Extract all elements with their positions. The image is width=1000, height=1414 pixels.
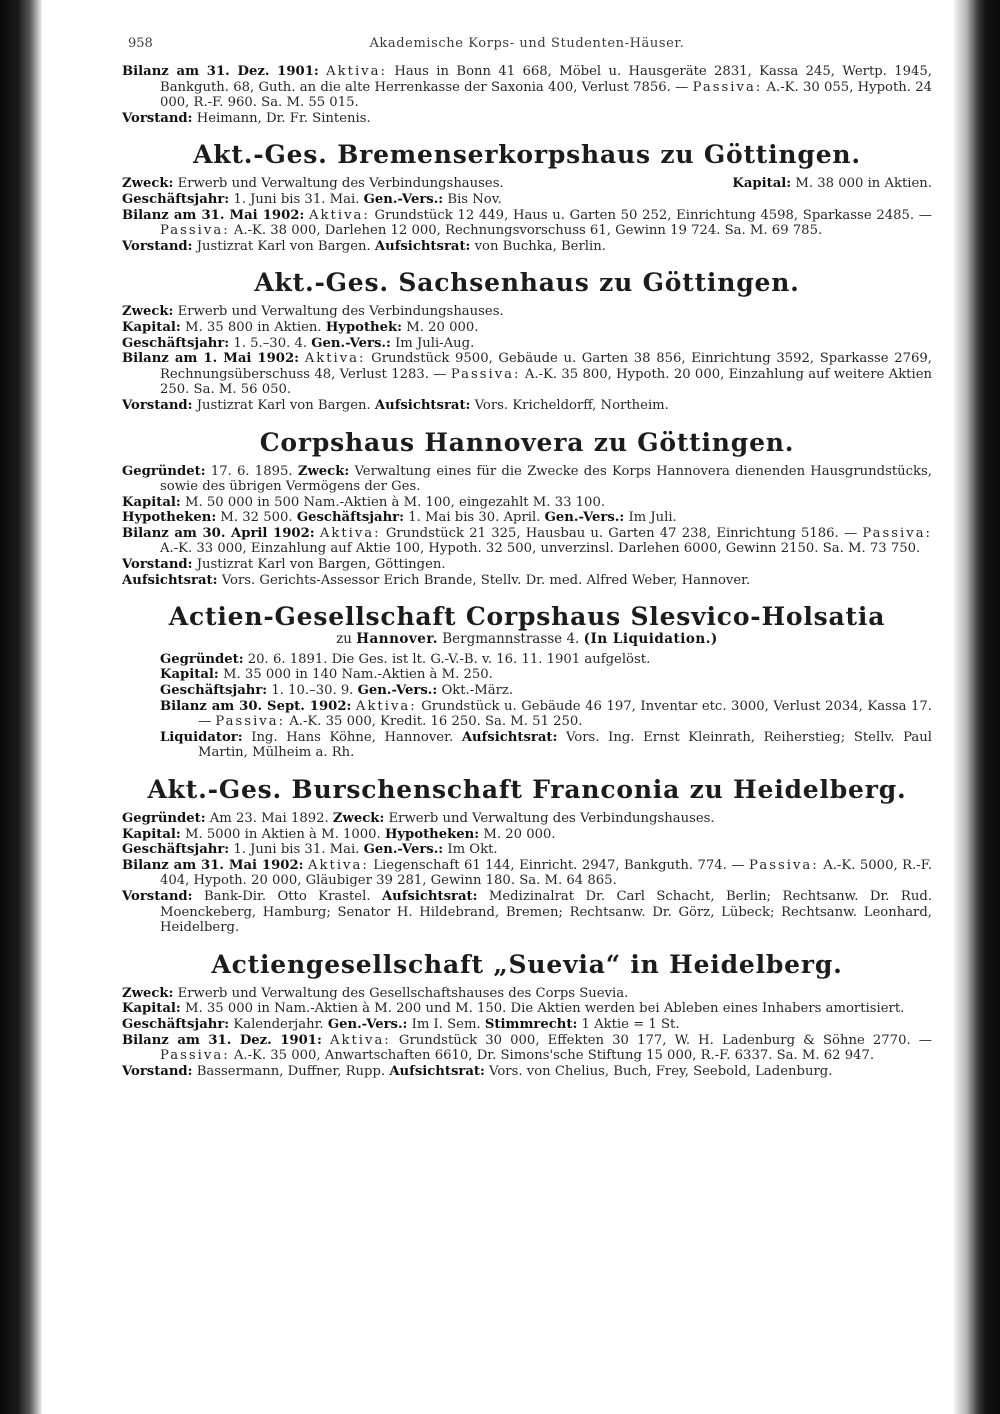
kapital-line: Kapital: M. 5000 in Aktien à M. 1000. Hypotheken: M. 20 000. [122, 826, 556, 842]
bilanz-line: Bilanz am 31. Dez. 1901: Aktiva: Grundstück 30 000, Effekten 30 177, W. H. Ladenburg & Söhne 2770. — Passiva: A.-K. 35 000, Anwartschaften 6610, Dr. Simons'sche Stiftung 15 000, R.-F. 6337. Sa. M. 62 947. [122, 1032, 932, 1064]
running-title: Akademische Korps- und Studenten-Häuser. [369, 36, 685, 51]
bilanz-line: Bilanz am 30. Sept. 1902: Aktiva: Grundstück u. Gebäude 46 197, Inventar etc. 3000, Verlust 2034, Kassa 17. — Passiva: A.-K. 35 000, Kredit. 16 250. Sa. M. 51 250. [160, 698, 932, 730]
geschaeftsjahr-line: Geschäftsjahr: 1. Juni bis 31. Mai. Gen.-Vers.: Im Okt. [122, 842, 498, 858]
bilanz-line: Bilanz am 30. April 1902: Aktiva: Grundstück 21 325, Hausbau u. Garten 47 238, Einrichtung 5186. — Passiva: A.-K. 33 000, Einzahlung auf Aktie 100, Hypoth. 32 500, unverzinsl. Darlehen 6000, Gewinn 2150. Sa. M. 73 750. [122, 525, 932, 557]
entry-franconia [122, 775, 932, 936]
aufsichtsrat-line: Aufsichtsrat: Vors. Gerichts-Assessor Erich Brande, Stellv. Dr. med. Alfred Weber, Hannover. [122, 572, 751, 588]
vorstand-line: Vorstand: Bank-Dir. Otto Krastel. Aufsichtsrat: Medizinalrat Dr. Carl Schacht, Berlin; Rechtsanw. Dr. Rud. Moenckeberg, Hamburg; Senator H. Hildebrand, Bremen; Rechtsanw. Dr. Görz, Lübeck; Rechtsanw. Leonhard, Heidelberg. [122, 888, 932, 936]
page-number: 958 [128, 36, 153, 51]
vorstand-line: Vorstand: Heimann, Dr. Fr. Sintenis. [122, 110, 371, 126]
kapital-line: Kapital: M. 35 000 in 140 Nam.-Aktien à M. 250. [160, 667, 493, 683]
bilanz-line: Bilanz am 31. Mai 1902: Aktiva: Grundstück 12 449, Haus u. Garten 50 252, Einrichtung 4598, Sparkasse 2485. — Passiva: A.-K. 38 000, Darlehen 12 000, Rechnungsvorschuss 61, Gewinn 19 724. Sa. M. 69 785. [122, 207, 932, 239]
entry-title: Actien-Gesellschaft Corpshaus Slesvico-Holsatia [168, 602, 886, 632]
kapital-line: Kapital: M. 50 000 in 500 Nam.-Aktien à M. 100, eingezahlt M. 33 100. [122, 494, 606, 510]
entry-subtitle: zu Hannover. Bergmannstrasse 4. (In Liquidation.) [336, 631, 718, 648]
entry-continuation [122, 64, 932, 126]
entry-body [122, 652, 932, 761]
entry-sachsenhaus [122, 268, 932, 413]
zweck-line: Zweck: Erwerb und Verwaltung des Verbindungshauses. [122, 304, 504, 320]
vorstand-line: Vorstand: Justizrat Karl von Bargen. Aufsichtsrat: Vors. Kricheldorff, Northeim. [122, 397, 669, 413]
geschaeftsjahr-line: Geschäftsjahr: 1. 10.–30. 9. Gen.-Vers.: Okt.-März. [160, 683, 514, 699]
entry-suevia [122, 950, 932, 1080]
geschaeftsjahr-line: Geschäftsjahr: Kalenderjahr. Gen.-Vers.: Im I. Sem. Stimmrecht: 1 Aktie = 1 St. [122, 1016, 680, 1032]
liquidator-line: Liquidator: Ing. Hans Köhne, Hannover. Aufsichtsrat: Vors. Ing. Ernst Kleinrath, Reiherstieg; Stellv. Paul Martin, Mülheim a. Rh. [160, 729, 932, 761]
zweck-line: Zweck: Erwerb und Verwaltung des Verbindungshauses. Kapital: M. 38 000 in Aktien. [122, 176, 932, 192]
gegruendet-line: Gegründet: Am 23. Mai 1892. Zweck: Erwerb und Verwaltung des Verbindungshauses. [122, 811, 715, 826]
gegruendet-line: Gegründet: 17. 6. 1895. Zweck: Verwaltung eines für die Zwecke des Korps Hannovera dienenden Hausgrundstücks, sowie des übrigen Vermögens der Ges. [122, 463, 932, 495]
entry-title: Akt.-Ges. Sachsenhaus zu Göttingen. [254, 268, 800, 298]
entry-title: Akt.-Ges. Bremenserkorpshaus zu Göttingen. [193, 140, 861, 170]
kapital-line: Kapital: M. 35 800 in Aktien. Hypothek: M. 20 000. [122, 319, 479, 335]
bilanz-line: Bilanz am 31. Dez. 1901: Aktiva: Haus in Bonn 41 668, Möbel u. Hausgeräte 2831, Kassa 245, Wertp. 1945, Bankguth. 68, Guth. an die alte Herrenkasse der Saxonia 400, Verlust 7856. — Passiva: A.-K. 30 055, Hypoth. 24 000, R.-F. 960. Sa. M. 55 015. [122, 64, 932, 111]
gegruendet-line: Gegründet: 20. 6. 1891. Die Ges. ist lt. G.-V.-B. v. 16. 11. 1901 aufgelöst. [160, 651, 651, 667]
entry-title: Corpshaus Hannovera zu Göttingen. [259, 427, 795, 457]
page-header [122, 30, 932, 54]
bilanz-line: Bilanz am 1. Mai 1902: Aktiva: Grundstück 9500, Gebäude u. Garten 38 856, Einrichtung 3592, Sparkasse 2769, Rechnungsüberschuss 48, Verlust 1283. — Passiva: A.-K. 35 800, Hypoth. 20 000, Einzahlung auf weitere Aktien 250. Sa. M. 56 050. [122, 351, 932, 398]
hypotheken-line: Hypotheken: M. 32 500. Geschäftsjahr: 1. Mai bis 30. April. Gen.-Vers.: Im Juli. [122, 510, 677, 526]
entry-bremenserkorpshaus [122, 140, 932, 254]
page [122, 30, 932, 1079]
geschaeftsjahr-line: Geschäftsjahr: 1. Juni bis 31. Mai. Gen.-Vers.: Bis Nov. [122, 191, 502, 207]
entry-hannovera [122, 428, 932, 589]
entry-title: Actiengesellschaft „Suevia“ in Heidelberg. [211, 949, 843, 979]
zweck-line: Zweck: Erwerb und Verwaltung des Gesellschaftshauses des Corps Suevia. [122, 985, 629, 1001]
scan-edge-right [954, 0, 1000, 1414]
vorstand-line: Vorstand: Justizrat Karl von Bargen, Göttingen. [122, 557, 446, 573]
vorstand-line: Vorstand: Justizrat Karl von Bargen. Aufsichtsrat: von Buchka, Berlin. [122, 238, 606, 254]
vorstand-line: Vorstand: Bassermann, Duffner, Rupp. Aufsichtsrat: Vors. von Chelius, Buch, Frey, Seebold, Ladenburg. [122, 1063, 833, 1079]
entry-title: Akt.-Ges. Burschenschaft Franconia zu Heidelberg. [147, 775, 907, 804]
entry-slesvico-holsatia [122, 602, 932, 761]
scan-edge-left [0, 0, 42, 1414]
kapital-line: Kapital: M. 35 000 in Nam.-Aktien à M. 200 und M. 150. Die Aktien werden bei Ableben eines Inhabers amortisiert. [122, 1001, 905, 1017]
bilanz-line: Bilanz am 31. Mai 1902: Aktiva: Liegenschaft 61 144, Einricht. 2947, Bankguth. 774. — Passiva: A.-K. 5000, R.-F. 404, Hypoth. 20 000, Gläubiger 39 281, Gewinn 180. Sa. M. 64 865. [122, 857, 933, 889]
geschaeftsjahr-line: Geschäftsjahr: 1. 5.–30. 4. Gen.-Vers.: Im Juli-Aug. [122, 335, 475, 351]
